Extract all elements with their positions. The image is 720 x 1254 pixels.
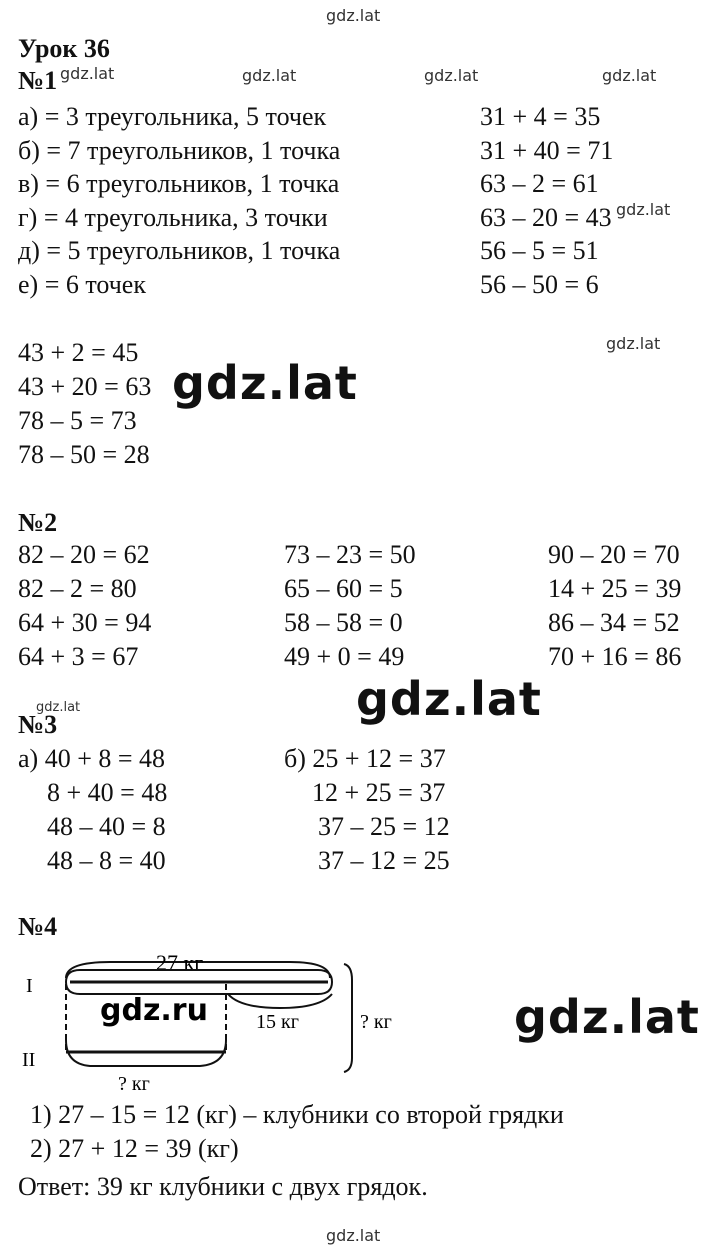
- ex2-line: 82 – 2 = 80: [18, 574, 137, 603]
- ex2-line: 65 – 60 = 5: [284, 574, 403, 603]
- answer: Ответ: 39 кг клубники с двух грядок.: [18, 1172, 428, 1201]
- ex4-heading: №4: [18, 912, 58, 941]
- ex1-extra: [18, 338, 151, 474]
- ex2-line: 70 + 16 = 86: [548, 642, 682, 671]
- lesson-title: Урок 36: [18, 34, 110, 63]
- ex1-right-line: 63 – 20 = 43: [480, 202, 612, 232]
- sum-unknown-label: ? кг: [360, 1011, 392, 1033]
- ex3-line: 37 – 12 = 25: [318, 846, 450, 875]
- ex2-line: 64 + 3 = 67: [18, 642, 139, 671]
- ex2-line: 86 – 34 = 52: [548, 608, 680, 637]
- ex1-left-line: е) = 6 точек: [18, 269, 146, 299]
- ex3-line: 48 – 40 = 8: [47, 812, 166, 841]
- ex3-a: [18, 744, 167, 880]
- solution-step: 1) 27 – 15 = 12 (кг) – клубники со второй грядки: [30, 1100, 564, 1129]
- ex3-line: б) 25 + 12 = 37: [284, 744, 446, 773]
- row-label-II: II: [22, 1049, 36, 1071]
- ex2-line: 14 + 25 = 39: [548, 574, 682, 603]
- part-label: 15 кг: [256, 1011, 299, 1033]
- ex4-steps: [30, 1100, 564, 1168]
- segment-diagram: [0, 940, 420, 1120]
- watermark: gdz.lat: [616, 200, 671, 219]
- ex1-left-line: б) = 7 треугольников, 1 точка: [18, 135, 341, 165]
- ex1-extra-line: 43 + 20 = 63: [18, 372, 152, 401]
- ex1-right-line: 31 + 4 = 35: [480, 102, 601, 131]
- ex3-line: 48 – 8 = 40: [47, 846, 166, 875]
- part-brace: [228, 994, 332, 1008]
- ex3-line: 12 + 25 = 37: [312, 778, 446, 807]
- ex2-line: 64 + 30 = 94: [18, 608, 152, 637]
- ex2-line: 73 – 23 = 50: [284, 540, 416, 569]
- ex1-left-line: д) = 5 треугольников, 1 точка: [18, 236, 341, 265]
- ex2-line: 49 + 0 = 49: [284, 642, 405, 671]
- ex1-left-line: в) = 6 треугольников, 1 точка: [18, 169, 340, 198]
- ex2-line: 90 – 20 = 70: [548, 540, 680, 569]
- ex3-line: а) 40 + 8 = 48: [18, 744, 166, 773]
- watermark-top: gdz.lat: [326, 6, 381, 25]
- ex3-b: [284, 744, 450, 880]
- watermark-large: gdz.lat: [514, 990, 700, 1044]
- row2-unknown-label: ? кг: [118, 1073, 150, 1095]
- watermark: gdz.lat: [424, 66, 479, 85]
- watermark: gdz.lat: [606, 334, 661, 353]
- watermark: gdz.lat: [60, 64, 115, 83]
- ex2-line: 82 – 20 = 62: [18, 540, 150, 569]
- row-label-I: I: [26, 975, 33, 997]
- ex2-col1: [18, 540, 151, 676]
- ex2-col2: [284, 540, 416, 676]
- ex2-col3: [548, 540, 681, 676]
- total-label: 27 кг: [156, 950, 204, 975]
- sum-bracket: [344, 964, 352, 1072]
- watermark-bottom: gdz.lat: [326, 1226, 381, 1245]
- solution-step: 2) 27 + 12 = 39 (кг): [30, 1134, 239, 1163]
- watermark-small: gdz.lat: [36, 700, 81, 715]
- ex1-left-line: а) = 3 треугольника, 5 точек: [18, 102, 327, 131]
- watermark-large: gdz.lat: [172, 356, 358, 410]
- watermark: gdz.lat: [602, 66, 657, 85]
- ex1-right-line: 56 – 5 = 51: [480, 236, 599, 265]
- watermark-gdz-ru: gdz.ru: [100, 993, 208, 1028]
- ex1-right-line: 63 – 2 = 61: [480, 169, 599, 198]
- ex1-left-line: г) = 4 треугольника, 3 точки: [18, 202, 328, 232]
- ex2-heading: №2: [18, 508, 58, 537]
- ex1-heading: №1: [18, 66, 58, 95]
- ex3-line: 37 – 25 = 12: [318, 812, 450, 841]
- ex1-right: [480, 102, 613, 303]
- ex3-line: 8 + 40 = 48: [47, 778, 168, 807]
- ex1-right-line: 31 + 40 = 71: [480, 135, 614, 165]
- ex2-line: 58 – 58 = 0: [284, 608, 403, 637]
- watermark: gdz.lat: [242, 66, 297, 85]
- watermark-large: gdz.lat: [356, 672, 542, 726]
- ex1-extra-line: 43 + 2 = 45: [18, 338, 139, 367]
- ex1-extra-line: 78 – 50 = 28: [18, 440, 150, 469]
- ex1-left: [18, 102, 340, 303]
- ex1-extra-line: 78 – 5 = 73: [18, 406, 137, 435]
- ex1-right-line: 56 – 50 = 6: [480, 269, 599, 299]
- ex3-heading: №3: [18, 710, 58, 739]
